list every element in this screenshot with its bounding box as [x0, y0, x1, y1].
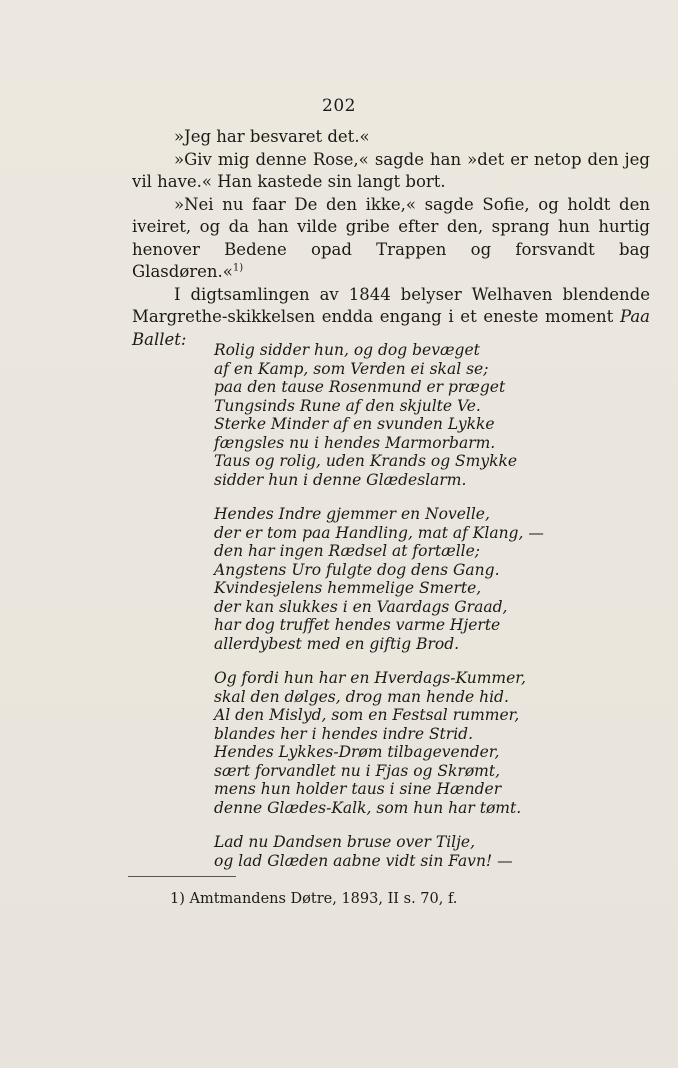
poem-line: der kan slukkes i en Vaardags Graad,: [214, 597, 508, 616]
poem-line: har dog truffet hendes varme Hjerte: [214, 616, 501, 634]
poem-stanza-3: [214, 669, 574, 817]
poem-line: fængsles nu i hendes Marmorbarm.: [214, 433, 496, 452]
poem-line: Hendes Lykkes-Drøm tilbagevender,: [214, 743, 500, 761]
footnote: [170, 890, 457, 908]
poem-line: Tungsinds Rune af den skjulte Ve.: [214, 396, 481, 415]
poem-line: Kvindesjelens hemmelige Smerte,: [214, 579, 482, 597]
footnote-marker: 1): [170, 891, 185, 907]
poem-block: [214, 341, 574, 886]
poem-line: den har ingen Rædsel at fortælle;: [214, 542, 481, 560]
poem-stanza-1: [214, 341, 574, 489]
poem-line: der er tom paa Handling, mat af Klang, —: [214, 523, 544, 542]
poem-line: paa den tause Rosenmund er præget: [214, 378, 506, 396]
poem-line: mens hun holder taus i sine Hænder: [214, 780, 502, 798]
poem-title: Paa Ballet:: [132, 307, 650, 349]
poem-line: Al den Mislyd, som en Festsal rummer,: [214, 706, 520, 724]
paragraph-2: »Giv mig denne Rose,« sagde han »det er netop den jeg vil have.« Han kastede sin langt bort.: [132, 149, 650, 191]
poem-line: sidder hun i denne Glædeslarm.: [214, 470, 467, 489]
paragraph-1: »Jeg har besvaret det.«: [174, 127, 370, 146]
footnote-text: Amtmandens Døtre, 1893, II s. 70, f.: [184, 891, 458, 907]
poem-line: allerdybest med en giftig Brod.: [214, 634, 460, 653]
poem-line: Lad nu Dandsen bruse over Tilje,: [214, 833, 476, 851]
page-number: 202: [322, 96, 356, 116]
poem-line: denne Glædes-Kalk, som hun har tømt.: [214, 798, 522, 817]
paragraph-4-text: I digtsamlingen av 1844 belyser Welhaven blendende Margrethe-skikkelsen endda engang i et eneste moment: [132, 284, 650, 326]
paragraph-3-text: »Nei nu faar De den ikke,« sagde Sofie, og holdt den iveiret, og da han vilde gribe efter den, sprang hun hurtig henover Bedene opad Trappen og forsvandt bag Glasdøren.«: [132, 194, 650, 281]
poem-line: og lad Glæden aabne vidt sin Favn! —: [214, 851, 513, 870]
poem-line: Og fordi hun har en Hverdags-Kummer,: [214, 669, 526, 687]
poem-line: Taus og rolig, uden Krands og Smykke: [214, 452, 518, 470]
poem-line: Hendes Indre gjemmer en Novelle,: [214, 505, 490, 523]
poem-line: sært forvandlet nu i Fjas og Skrømt,: [214, 761, 501, 780]
poem-stanza-4: [214, 833, 574, 870]
poem-stanza-2: [214, 505, 574, 653]
footnote-reference: 1): [232, 262, 244, 274]
poem-line: Rolig sidder hun, og dog bevæget: [214, 341, 480, 359]
poem-line: af en Kamp, som Verden ei skal se;: [214, 359, 489, 378]
poem-line: blandes her i hendes indre Strid.: [214, 724, 474, 743]
prose-block: [132, 126, 650, 351]
paragraph-3: [132, 194, 650, 284]
poem-line: Sterke Minder af en svunden Lykke: [214, 415, 495, 433]
poem-line: Angstens Uro fulgte dog dens Gang.: [214, 560, 500, 579]
footnote-divider: [128, 876, 236, 877]
poem-line: skal den dølges, drog man hende hid.: [214, 687, 509, 706]
